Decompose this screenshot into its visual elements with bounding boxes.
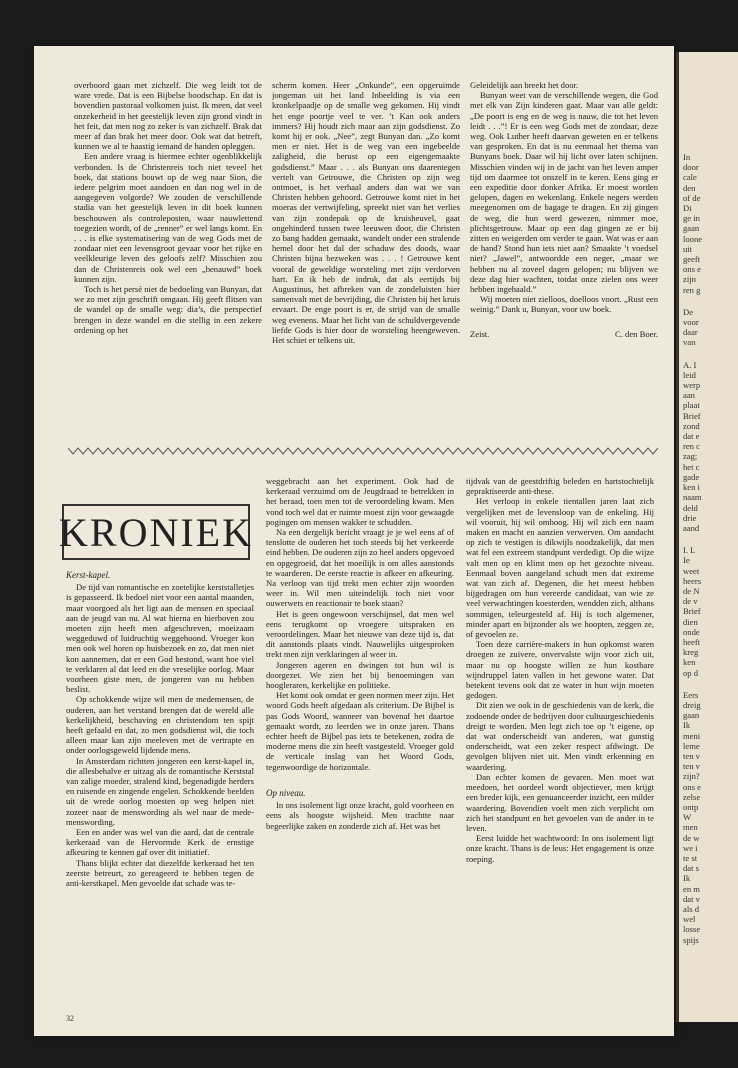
- adjacent-page-fragment: dat s: [683, 863, 699, 874]
- adjacent-page-fragment: de w: [683, 832, 700, 843]
- adjacent-page-fragment: op d: [683, 667, 699, 678]
- adjacent-page-fragment: Ik: [683, 873, 691, 884]
- adjacent-page-fragment: heeft: [683, 636, 701, 647]
- adjacent-page-fragment: daar: [683, 327, 698, 338]
- adjacent-page-fragment: naam: [683, 492, 702, 503]
- kroniek-column-2: [266, 476, 454, 1036]
- adjacent-page-fragment: het c: [683, 461, 700, 472]
- adjacent-page-fragment: leid: [683, 369, 696, 380]
- adjacent-page-fragment: gade: [683, 471, 700, 482]
- adjacent-page-fragment: A. I: [683, 359, 697, 370]
- adjacent-page-fragment: ons e: [683, 264, 701, 275]
- adjacent-page-fragment: wel: [683, 914, 696, 925]
- adjacent-page-fragment: ken: [683, 657, 696, 668]
- adjacent-page-fragment: heers: [683, 575, 702, 586]
- adjacent-page-fragment: zelse: [683, 791, 701, 802]
- adjacent-page-fragment: Brief: [683, 410, 701, 421]
- paragraph: In Amsterdam richtten jongeren een kerst-kapel in, die allesbehalve er uitzag als de romantische Kerststal van zalige moeder, stralend kind, begenadigde herders en ruisende en zingende engelen. Schokkende beelden uit de wrede oorlog moesten op weg helpen niet zozeer naar de menswording als wel naar de mede-menswording.: [66, 755, 254, 827]
- paragraph: weggebracht aan het experiment. Ook had de kerkeraad verzuimd om de Jeugdraad te betrekken in het beraad, toen men tot de veroordeling kwam. Men vond toch wel dat er ruimte moest zijn voor gewaagde pogingen om mensen wakker te schudden.: [266, 476, 454, 527]
- adjacent-page-fragment: Ik: [683, 720, 691, 731]
- section-divider: [68, 446, 658, 456]
- adjacent-page-fragment: ten v: [683, 761, 700, 772]
- adjacent-page-fragment: loone: [683, 233, 703, 244]
- adjacent-page-fragment: ge in: [683, 213, 700, 224]
- adjacent-page-fragment: en m: [683, 883, 700, 894]
- adjacent-page-fragment: deld: [683, 502, 698, 513]
- adjacent-page-fragment: of de: [683, 192, 701, 203]
- adjacent-page-fragment: kreg: [683, 647, 699, 658]
- adjacent-page-fragment: Di: [683, 203, 692, 214]
- adjacent-page-fragment: men: [683, 822, 698, 833]
- adjacent-page-fragment: zond: [683, 420, 700, 431]
- paragraph: Het komt ook omdat er geen normen meer zijn. Het woord Gods heeft afgedaan als criterium. De Bijbel is pas Gods Woord, wanneer van bovenaf het daartoe gemaakt wordt, zo leerden we in onze jaren. Thans echter heeft de Bijbel pas iets te betekenen, zodra de moderne mens die zin heeft vastgesteld. Vroeger gold de verticale inslag van het Woord Gods, tegenwoordige de horizontale.: [266, 690, 454, 772]
- page-number: 32: [66, 1014, 74, 1023]
- adjacent-page-fragment: gaan: [683, 710, 700, 721]
- paragraph: Een andere vraag is hiermee echter ogenblikkelijk verbonden. Is de Christenreis toch niet teveel het boek, dat stations bouwt op de weg naar Sion, die iedere pelgrim moet aandoen en dan nog wel in de aangegeven volgorde? We zouden de verschillende stadia van het geestelijk leven in dit boek kunnen beschouwen als controleposten, waar nauwlettend toegezien wordt, of de „renner” er wel langs komt. En . . . is elke systematisering van de weg Gods met de zondaar niet een levensgroot gevaar voor het rijke en veelkleurige leven des geloofs zelf? Misschien zou dan de Christenreis ook wel een „benauwd” boek kunnen zijn.: [74, 151, 262, 284]
- adjacent-page-fragment: dat v: [683, 893, 700, 904]
- adjacent-page-fragment: leme: [683, 740, 700, 751]
- article-author: C. den Boer.: [615, 328, 658, 339]
- article-column-2: [272, 80, 460, 410]
- paragraph: In ons isolement ligt onze kracht, gold voorheen en eens als hoogste wijsheid. Men trachtte naar begeerlijke zaken en zonderde zich af. Het was het: [266, 800, 454, 831]
- adjacent-page-fragment: zijn?: [683, 771, 700, 782]
- adjacent-page-fragment: In: [683, 152, 691, 162]
- adjacent-page-fragment: werp: [683, 380, 701, 391]
- adjacent-page-fragment: den: [683, 182, 696, 193]
- paragraph: Het is geen ongewoon verschijnsel, dat men wel eens terugkomt op vroegere uitspraken en veroordelingen. Maar het nieuwe van deze tijd is, dat dit aanstonds plaats vindt. Nauwelijks uitgesproken trekt men zijn verklaringen al weer in.: [266, 608, 454, 660]
- paragraph: Bunyan weet van de verschillende wegen, die God met elk van Zijn kinderen gaat. Maar van alle geldt: „De poort is eng en de weg is nauw, die tot het leven leidt . . .”! Er is een weg Gods met de zondaar, deze weg. Ook Luther heeft daarvan geweten en er telkens van gesproken. En dat is nu eenmaal het thema van Bunyans boek. Daar wil hij licht over laten schijnen. Misschien vinden wij in de jacht van het leven amper tijd om daarmee tot onszelf in te keren. Eens ging er een expeditie door donker Afrika. Er moest worden gelopen, dagen en wekenlang. Enkele negers werden meegenomen om de bagage te dragen. En zij gingen de weg, die hun werd gewezen, nimmer moe, plichtsgetrouw. Maar op een dag gingen ze er bij zitten en weigerden om verder te gaan. Wat was er aan de hand? Stond hun iets niet aan? Smaakte ’t voedsel niet? „Jawel”, antwoordde een neger, „maar we hebben nu al zoveel dagen gelopen; nu blijven we deze dag hier wachten, totdat onze zielen ons weer hebben ingehaald.”: [470, 90, 658, 295]
- adjacent-page-fragment: geeft: [683, 254, 701, 265]
- paragraph: Eerst luidde het wachtwoord: In ons isolement ligt onze kracht. Thans is de leus: Het engagement is onze roeping.: [466, 833, 654, 864]
- adjacent-page-fragment: als d: [683, 904, 699, 915]
- adjacent-page-fragment: weet: [683, 565, 700, 576]
- adjacent-page-fragment: cale: [683, 172, 697, 183]
- adjacent-page-fragment: Eers: [683, 689, 699, 700]
- adjacent-page-fragment: Brief: [683, 606, 701, 617]
- adjacent-page-fragment: te st: [683, 853, 698, 863]
- kroniek-title: KRONIEK: [59, 509, 253, 555]
- paragraph: Op schokkende wijze wil men de medemensen, de ouderen, aan het verstand brengen dat de wereld alle kerkelijkheid, beschaving en christendom ten spijt heeft gefaald en dat, zo men godsdienst wil, die toch alleen maar kan zijn meeleven met de vertrapte en onder oorlogsgeweld lijdende mens.: [66, 694, 254, 756]
- section-heading: Kerst-kapel.: [66, 570, 111, 580]
- adjacent-page-edge: [676, 52, 738, 1022]
- adjacent-page-fragment: losse: [683, 924, 701, 935]
- adjacent-page-fragment: aan: [683, 390, 695, 401]
- adjacent-page-fragment: ken i: [683, 482, 700, 493]
- adjacent-page-fragment: we i: [683, 842, 698, 853]
- adjacent-page-fragment: ons e: [683, 781, 701, 792]
- paragraph: Toch is het persé niet de bedoeling van Bunyan, dat we zo met zijn geschrift omgaan. Hij geeft flitsen van de wandel op de smalle weg: dia’s, die perspectief brengen in deze wandel en die stellig in een zekere ordening op het: [74, 284, 262, 335]
- paragraph: De tijd van romantische en zoetelijke kerststalletjes is gepasseerd. Ik bedoel niet voor een aantal maanden, maar voorgoed als het ligt aan de mensen en speciaal aan de jeugd van nu. Al wat hierna en hierboven zou moeten zijn heeft men afgeschreven, moeizaam weggeduwd of luidruchtig weggehoond. Vroeger kon men ook wel horen op huisbezoek en zo, dat men niet kon aannemen, dat er een God bestond, want hoe viel te verklaren al dat leed en die vreselijke oorlog. Maar voorheen giste men, de jongeren van nu hebben beslist.: [66, 582, 254, 695]
- adjacent-page-fragment: ren c: [683, 441, 700, 452]
- paragraph: Geleidelijk aan breekt het door.: [470, 80, 579, 90]
- kroniek-title-box: [59, 504, 253, 560]
- magazine-page: [34, 46, 674, 1036]
- paragraph: overboord gaan met zichzelf. Die weg leidt tot de ware vrede. Dat is een Bijbelse boodschap. En dat is bovendien pastoraal volkomen juist. Ik meen, dat veel onzekerheid in het geestelijk leven zijn grond vindt in het feit, dat men nog zo zeker is van zichzelf. Brak dat meer af dan brak het meer door. Ook wat dat betreft, kunnen we al te haastig iemand de handen opleggen.: [74, 80, 262, 152]
- adjacent-page-fragment: van: [683, 337, 696, 348]
- paragraph: Het verloop in enkele tientallen jaren laat zich vergelijken met de levensloop van de enkeling. Hij wil vooruit, hij wil omhoog. Hij wil zich een naam maken en macht en aanzien verwerven. Om aandacht op zich te vestigen is dikwijls noodzakelijk, dat men wat fel een extreem standpunt verdedigt. Op die wijze valt men op en klimt men op het gezochte niveau. Eenmaal boven aangeland schudt men dat extreme wat van zich af. Degenen, die het meest hebben bijgedragen om hun vereerde candidaat, van wie ze veel verwachtingen koesterden, wendden zich, althans sommigen, teleurgesteld af. Hij is toch algemener, minder apart en bijzonder als we hoopten, zeggen ze, of gevoelen ze.: [466, 496, 654, 640]
- adjacent-page-fragment: spijs: [683, 934, 699, 945]
- kroniek-column-1: [66, 564, 254, 1029]
- paragraph: Na een dergelijk bericht vraagt je je wel eens af of tenslotte de ouderen het toch steeds bij het verkeerde eind hebben. De ouderen zijn zo heel anders opgevoed en opgegroeid, dat het moeilijk is om alles aanstonds te waarderen. De eerste reactie is afkeer en afkeuring. Na verloop van tijd trekt men echter zijn woorden weer in. Wil men uiteindelijk toch niet voor ouwerwets en reactionair te boek staan?: [266, 527, 454, 609]
- adjacent-page-fragment: W: [683, 812, 692, 823]
- adjacent-page-fragment: dien: [683, 616, 698, 627]
- adjacent-page-fragment: drie: [683, 512, 697, 523]
- kroniek-column-3: [466, 476, 654, 1036]
- paragraph: Wij moeten niet zielloos, doelloos voort. „Rust een weinig.” Dank u, Bunyan, voor uw boek.: [470, 294, 658, 315]
- adjacent-page-text: [683, 152, 738, 945]
- adjacent-page-fragment: de v: [683, 596, 698, 607]
- adjacent-page-fragment: dreig: [683, 699, 701, 710]
- article-place: Zeist.: [470, 328, 490, 339]
- paragraph: Jongeren ageren en dwingen tot hun wil is doorgezet. We zien het bij benoemingen van hoogleraren, kerkelijke en politieke.: [266, 659, 454, 691]
- paragraph: Een en ander was wel van die aard, dat de centrale kerkeraad van de Hervormde Kerk de ernstige afkeuring te kennen gaf over dit initiatief.: [66, 827, 254, 858]
- adjacent-page-fragment: aand: [683, 522, 700, 533]
- adjacent-page-fragment: Ie: [683, 555, 690, 566]
- adjacent-page-fragment: ren g: [683, 284, 701, 295]
- paragraph: Dan echter komen de gevaren. Men moet wat meedoen, het oordeel wordt objectiever, men krijgt een breder kijk, een genuanceerder inzicht, een milder waardering. Bovendien voelt men zich verplicht om zich het standpunt en het gevoelen van de ander in te leven.: [466, 771, 654, 833]
- adjacent-page-fragment: meni: [683, 730, 701, 741]
- adjacent-page-fragment: uit: [683, 243, 693, 254]
- section-heading: Op niveau.: [266, 787, 306, 798]
- adjacent-page-fragment: door: [683, 162, 699, 173]
- article-signature: [470, 329, 658, 339]
- paragraph: Dit zien we ook in de geschiedenis van de kerk, die zodoende onder de bedrijven door cultuurgeschiedenis dreigt te worden. Men legt zich toe op ’t eigene, op dat wat onderscheidt van anderen, wat gunstig onderscheidt, wat een zeker respect afdwingt. De gevolgen blijven niet uit. Men vindt erkenning en waardering.: [466, 700, 654, 772]
- adjacent-page-fragment: plaat: [683, 400, 700, 411]
- adjacent-page-fragment: onde: [683, 626, 700, 637]
- adjacent-page-fragment: ontp: [683, 801, 699, 812]
- paragraph: tijdvak van de geestdriftig beleden en hartstochtelijk gepraktiseerde anti-these.: [466, 476, 654, 497]
- adjacent-page-fragment: dat e: [683, 431, 700, 442]
- adjacent-page-fragment: zijn: [683, 274, 696, 285]
- adjacent-page-fragment: zag;: [683, 451, 698, 462]
- adjacent-page-fragment: gaan: [683, 223, 700, 234]
- paragraph: scherm komen. Heer „Onkunde”, een opgeruimde jongeman uit het land Inbeelding is via een kronkelpaadje op de smalle weg gekomen. Hij vindt het enge poortje veel te ver. ’t Kan ook anders immers? Hij houdt zich maar aan zijn godsdienst. Zo komt hij er ook. „Nee”, zegt Bunyan dan. „Zo komt men er niet. Het is de weg van een ingebeelde zaligheid, die berust op een eigengemaakte godsdienst.” Maar . . . als Bunyan ons daarentegen vertelt van Getrouwe, die Christen op zijn weg ontmoet, is het verhaal anders dan wat we van Christen hebben gehoord. Getrouwe komt niet in het moeras der vertwijfeling, spreekt niet van het verlies van zijn zondepak op de kruisheuvel, gaat ongehinderd tussen twee leeuwen door, die Christen zo bang hadden gemaakt, wandelt onder een stralende hemel door het dal der schaduw des doods, waar Christen bijna bezweken was . . . ! Getrouwe kent vooral de geweldige worsteling met zijn verdorven hart. En ik heb de indruk, dat als eertijds bij Augustinus, het afbreken van de zondeluisten hier samenvalt met de bevrijding, die Christen bij het kruis ervaart. De enge poort is er, de strijd van de smalle weg evenens. Maar het licht van de schuldvergevende liefde Gods is hier door de worsteling heengeweven. Het schiet er telkens uit.: [272, 80, 460, 346]
- adjacent-page-fragment: I. L: [683, 545, 696, 556]
- paragraph: Thans blijkt echter dat diezelfde kerkeraad het ten zeerste betreurt, zo gereageerd te hebben tegen de anti-kerstkapel. Men gevoelde dat schade was te-: [66, 857, 254, 889]
- adjacent-page-fragment: ten v: [683, 750, 700, 761]
- article-column-1: [74, 80, 262, 410]
- paragraph: Toen deze carrière-makers in hun opkomst waren droegen ze zuivere, onvervalste wijn voor zich uit, maar nu op hoogste willen ze hun kostbare wijndruppel laten vallen in het gewone water. Dat betekent tevens ook dat ze water in hun wijn moeten gedogen.: [466, 639, 654, 701]
- article-column-3: [470, 80, 658, 410]
- adjacent-page-fragment: de N: [683, 585, 700, 596]
- adjacent-page-fragment: De: [683, 306, 694, 317]
- adjacent-page-fragment: voor: [683, 317, 699, 328]
